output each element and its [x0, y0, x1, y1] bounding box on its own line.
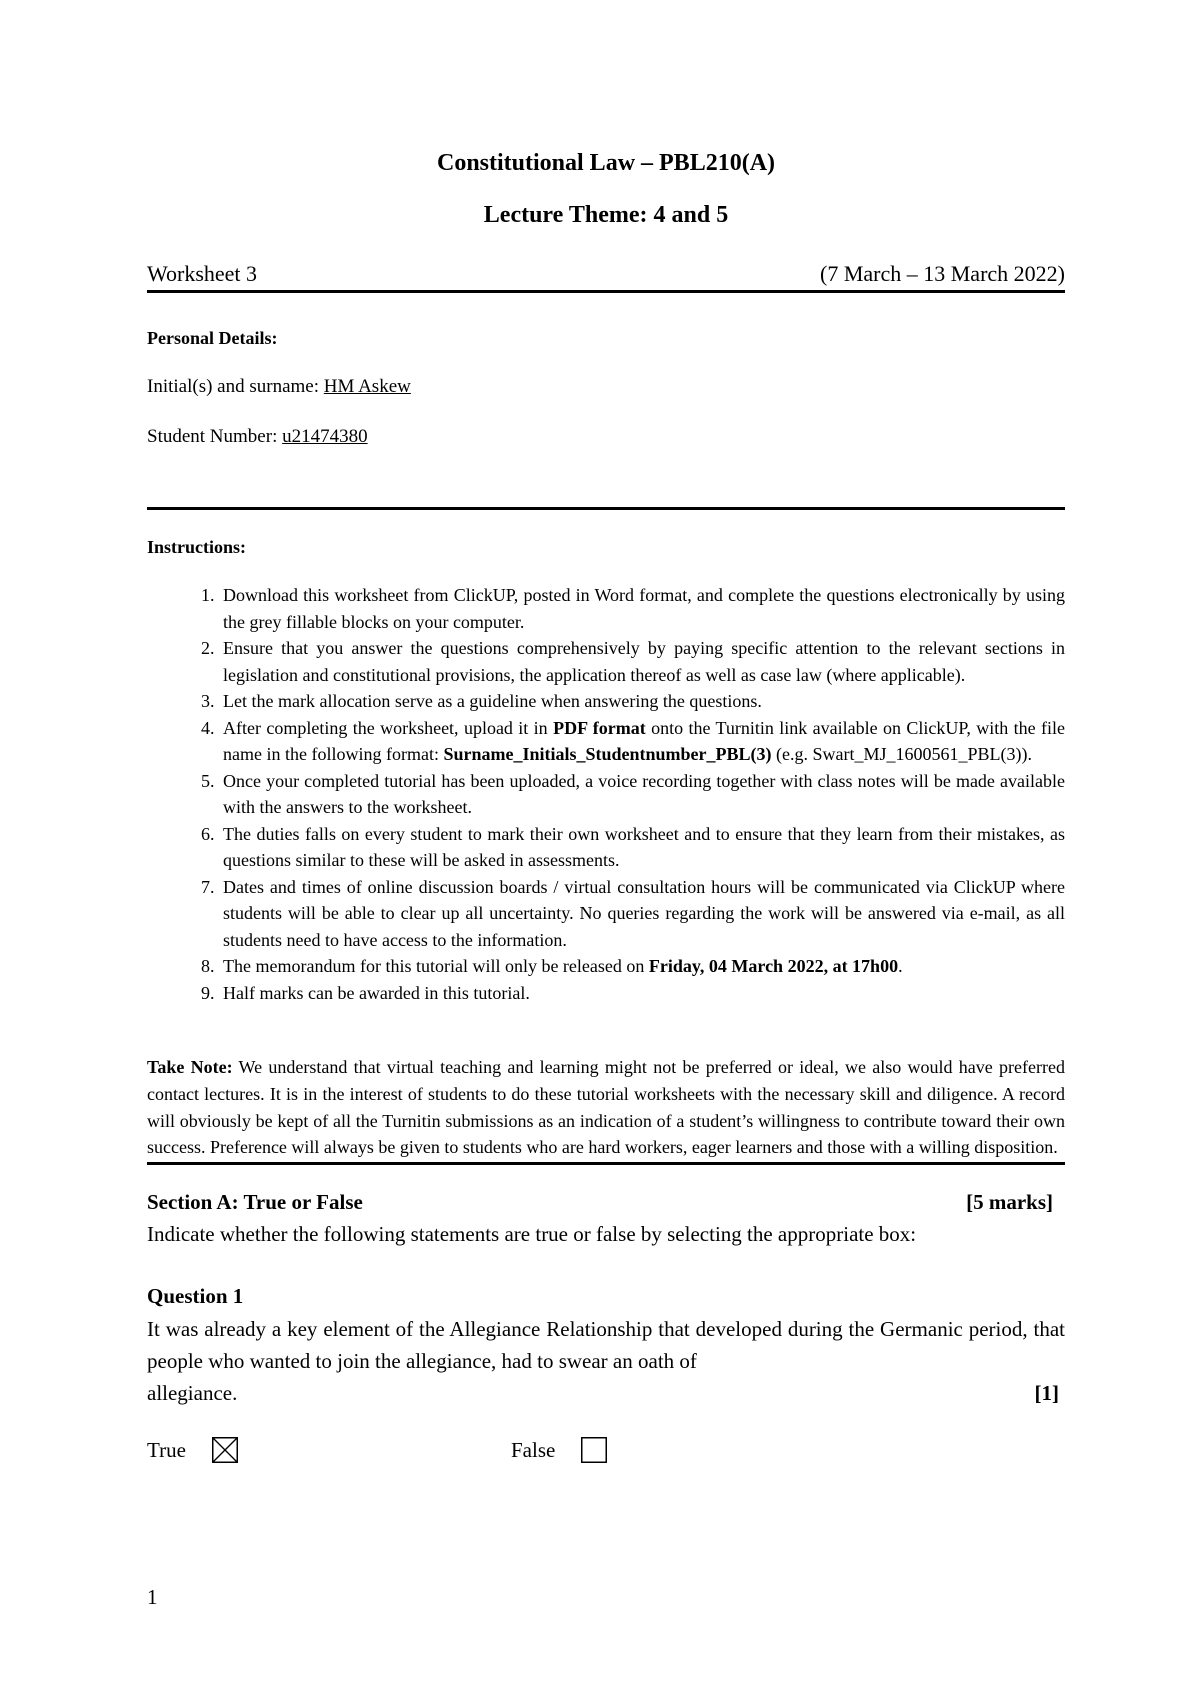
- worksheet-dates: (7 March – 13 March 2022): [820, 261, 1065, 286]
- instruction-text: (e.g. Swart_MJ_1600561_PBL(3)).: [771, 744, 1032, 764]
- instruction-bold-text: PDF format: [553, 717, 646, 738]
- question-1-statement-end: allegiance.: [147, 1381, 238, 1406]
- true-false-options: [147, 1437, 1065, 1471]
- name-label: Initial(s) and surname:: [147, 376, 320, 397]
- instructions-list: [147, 582, 1065, 1006]
- true-option: [147, 1437, 238, 1463]
- memorandum-date: Friday, 04 March 2022, at 17h00: [648, 956, 899, 976]
- name-line: [147, 375, 1065, 399]
- divider: [147, 507, 1065, 510]
- student-number-label: Student Number:: [147, 426, 278, 447]
- question-1-marks: [1]: [1034, 1381, 1059, 1406]
- filename-format: Surname_Initials_Studentnumber_PBL(3): [443, 744, 772, 764]
- take-note-label: Take Note:: [147, 1057, 233, 1077]
- instruction-text: The memorandum for this tutorial will only be released on: [223, 956, 649, 976]
- student-number-field[interactable]: u21474380: [282, 426, 368, 447]
- take-note-paragraph: [147, 1054, 1065, 1161]
- lecture-theme: Lecture Theme: 4 and 5: [483, 202, 729, 228]
- section-a-instructions: Indicate whether the following statements are true or false by selecting the appropriate box:: [147, 1222, 917, 1247]
- false-checkbox[interactable]: [581, 1437, 607, 1463]
- name-field[interactable]: HM Askew: [323, 376, 411, 397]
- question-1-heading: Question 1: [147, 1284, 244, 1309]
- instruction-text: After completing the worksheet, upload it in: [223, 717, 554, 738]
- instruction-item: 1. Download this worksheet from ClickUP, posted in Word format, and complete the questions electronically by using the grey fillable blocks on your computer.: [219, 582, 1065, 635]
- instruction-item: 2. Ensure that you answer the questions comprehensively by paying specific attention to the relevant sections in legislation and constitutional provisions, the application thereof as well as case law (where applicable).: [219, 635, 1065, 688]
- page-number: 1: [147, 1585, 158, 1609]
- instructions-heading: Instructions:: [147, 537, 247, 557]
- worksheet-header-row: [147, 260, 1065, 293]
- true-checkbox[interactable]: [212, 1437, 238, 1463]
- instruction-item: 6. The duties falls on every student to mark their own worksheet and to ensure that they learn from their mistakes, as questions similar to these will be asked in assessments.: [219, 821, 1065, 874]
- personal-details-heading: Personal Details:: [147, 328, 278, 348]
- false-option: [511, 1437, 607, 1463]
- take-note-text: We understand that virtual teaching and learning might not be preferred or ideal, we also would have preferred contact lectures. It is in the interest of students to do these tutorial worksheets with the necessary skill and diligence. A record will obviously be kept of all the Turnitin submissions as an indication of a student’s willingness to contribute toward their own success. Preference will always be given to students who are hard workers, eager learners and those with a willing disposition.: [147, 1057, 1065, 1158]
- section-a-marks: [5 marks]: [966, 1190, 1053, 1215]
- false-label: False: [511, 1437, 556, 1462]
- true-label: True: [147, 1437, 186, 1462]
- question-1-last-line: [147, 1377, 1065, 1409]
- divider: [147, 1162, 1065, 1165]
- instruction-item: 3. Let the mark allocation serve as a guideline when answering the questions.: [219, 688, 1065, 715]
- document-title: Constitutional Law – PBL210(A): [436, 150, 776, 176]
- question-1-statement: It was already a key element of the Allegiance Relationship that developed during the Germanic period, that people who wanted to join the allegiance, had to swear an oath of: [147, 1317, 1065, 1374]
- instruction-text: .: [898, 956, 903, 976]
- instruction-text: onto the Turnitin link available on ClickUP, with the file name in the following format:: [223, 717, 1066, 764]
- instruction-item: 9. Half marks can be awarded in this tutorial.: [219, 980, 1065, 1007]
- worksheet-number: Worksheet 3: [147, 261, 258, 286]
- question-1-text: [147, 1313, 1065, 1409]
- instruction-item: 7. Dates and times of online discussion boards / virtual consultation hours will be communicated via ClickUP where students will be able to clear up all uncertainty. No queries regarding the work will be answered via e-mail, as all students need to have access to the information.: [219, 874, 1065, 954]
- instruction-item: [219, 953, 1065, 980]
- instruction-item: 5. Once your completed tutorial has been uploaded, a voice recording together with class notes will be made available with the answers to the worksheet.: [219, 768, 1065, 821]
- student-number-line: [147, 425, 1065, 449]
- section-a-title: Section A: True or False: [147, 1190, 363, 1215]
- worksheet-page: [147, 140, 1065, 1471]
- section-a-header: [147, 1189, 1065, 1215]
- instruction-item: [219, 715, 1065, 768]
